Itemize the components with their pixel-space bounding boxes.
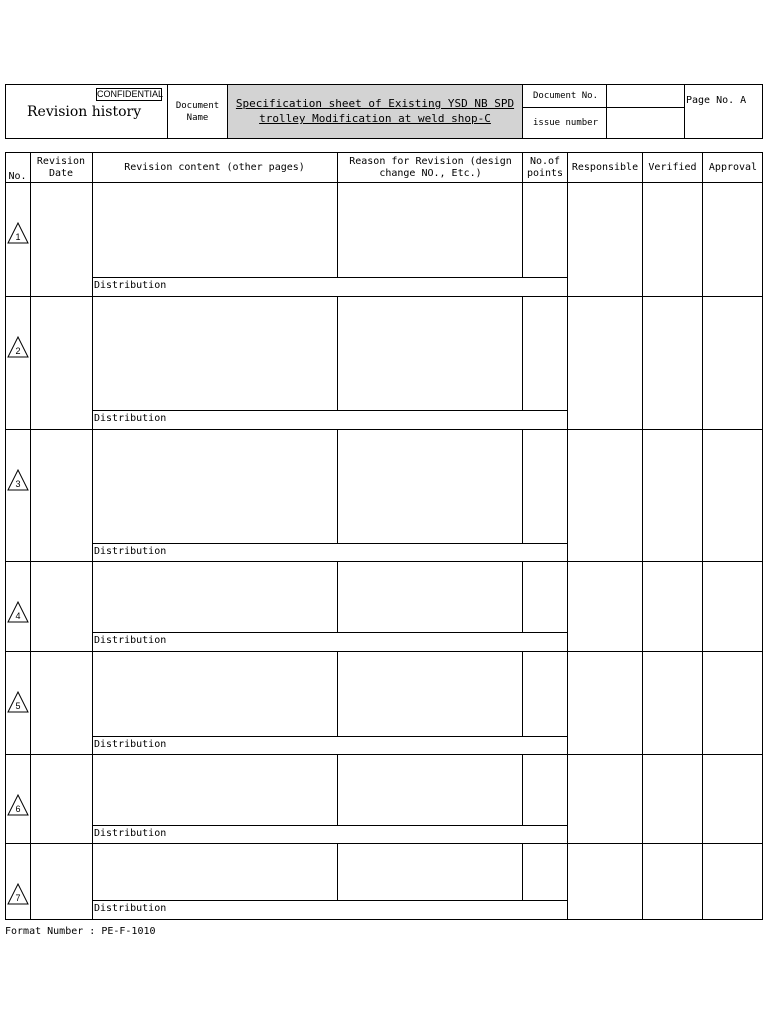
cell-divider: [337, 296, 338, 410]
cell-divider: [522, 182, 523, 277]
column-header-points-1: No.of: [529, 156, 561, 167]
distribution-divider: [92, 277, 568, 278]
document-name-label-1: Document: [175, 101, 220, 111]
cell-divider: [522, 843, 523, 900]
revision-number: 2: [15, 346, 21, 356]
distribution-divider: [92, 736, 568, 737]
document-no-label: Document No.: [533, 91, 599, 101]
distribution-label: Distribution: [94, 280, 167, 291]
distribution-label: Distribution: [94, 828, 167, 839]
column-header-revision-date-2: Date: [48, 168, 74, 179]
column-header-revision-content: Revision content (other pages): [124, 162, 305, 173]
column-header-points-2: points: [526, 168, 564, 179]
revision-number: 3: [15, 479, 21, 489]
column-header-reason-1: Reason for Revision (design: [349, 156, 512, 167]
cell-divider: [337, 843, 338, 900]
cell-divider: [337, 754, 338, 825]
document-name-line-2: trolley Modification at weld shop-C: [259, 112, 491, 125]
document-name-label-2: Name: [186, 113, 209, 123]
revision-number: 6: [15, 804, 21, 814]
cell-divider: [337, 429, 338, 543]
column-header-responsible: Responsible: [571, 162, 639, 173]
cell-divider: [337, 182, 338, 277]
revision-row: [5, 182, 763, 296]
revision-number: 4: [15, 611, 21, 621]
confidential-label: CONFIDENTIAL: [97, 89, 164, 99]
distribution-divider: [92, 900, 568, 901]
page-title: Revision history: [27, 104, 142, 120]
column-header-reason-2: change NO., Etc.): [379, 168, 482, 179]
cell-divider: [522, 429, 523, 543]
cell-divider: [337, 651, 338, 736]
column-header-approval: Approval: [708, 162, 758, 173]
distribution-label: Distribution: [94, 903, 167, 914]
distribution-label: Distribution: [94, 635, 167, 646]
distribution-divider: [92, 543, 568, 544]
distribution-divider: [92, 825, 568, 826]
distribution-divider: [92, 410, 568, 411]
cell-divider: [522, 296, 523, 410]
cell-divider: [337, 561, 338, 632]
row-divider: [5, 919, 763, 920]
column-header-revision-date-1: Revision: [36, 156, 86, 167]
document-name-line-1: Specification sheet of Existing YSD NB SPD: [235, 97, 515, 110]
page-no-label: Page No. A: [686, 95, 747, 106]
format-number: Format Number : PE-F-1010: [5, 926, 156, 937]
distribution-label: Distribution: [94, 739, 167, 750]
revision-number: 5: [15, 701, 21, 711]
revision-number: 1: [15, 232, 21, 242]
column-header-verified: Verified: [648, 162, 697, 173]
column-header-no: No.: [8, 171, 27, 182]
distribution-divider: [92, 632, 568, 633]
cell-divider: [522, 561, 523, 632]
distribution-label: Distribution: [94, 546, 167, 557]
revision-row: [5, 429, 763, 561]
revision-number: 7: [15, 893, 21, 903]
issue-number-label: issue number: [533, 118, 599, 128]
cell-divider: [522, 651, 523, 736]
distribution-label: Distribution: [94, 413, 167, 424]
cell-divider: [522, 754, 523, 825]
